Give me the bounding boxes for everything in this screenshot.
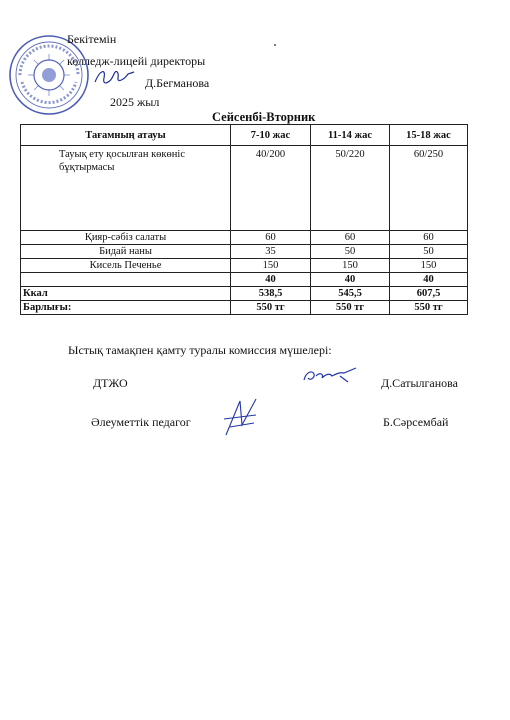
member-role: Әлеуметтік педагог [91, 415, 191, 429]
price-cell: 550 тг [311, 301, 390, 315]
ink-dot [274, 44, 276, 46]
portion-cell: 40 [231, 273, 311, 287]
portion-cell: 150 [390, 259, 468, 273]
table-header-row [21, 125, 468, 146]
member-name: Д.Сатылганова [381, 376, 459, 390]
table-row [21, 273, 468, 287]
table-row [21, 231, 468, 245]
column-header-age-15-18: 15-18 жас [390, 125, 468, 146]
portion-cell: 40 [390, 273, 468, 287]
member-role: ДТЖО [93, 376, 128, 390]
approval-heading: Бекітемін [67, 32, 117, 46]
column-header-age-7-10: 7-10 жас [231, 125, 311, 146]
dish-name: Тауық ету қосылған көкөніс бұқтырмасы [21, 146, 231, 231]
approval-block [10, 26, 270, 109]
dish-name: Кисель Печенье [21, 259, 231, 273]
column-header-dish: Тағамның атауы [21, 125, 231, 146]
kcal-cell: 607,5 [390, 287, 468, 301]
table-row [21, 146, 468, 231]
portion-cell: 50 [311, 245, 390, 259]
portion-cell: 60 [231, 231, 311, 245]
portion-cell: 60 [390, 231, 468, 245]
kcal-row [21, 287, 468, 301]
kcal-label: Ккал [21, 287, 231, 301]
portion-cell: 40/200 [231, 146, 311, 231]
approval-year: 2025 жыл [110, 95, 160, 109]
portion-cell: 150 [231, 259, 311, 273]
member-signature [220, 395, 260, 439]
dish-name [21, 273, 231, 287]
kcal-cell: 545,5 [311, 287, 390, 301]
portion-cell: 35 [231, 245, 311, 259]
member-signature [300, 364, 360, 386]
table-row [21, 259, 468, 273]
menu-day-title: Сейсенбі-Вторник [212, 110, 316, 124]
director-name: Д.Бегманова [145, 76, 210, 90]
price-cell: 550 тг [390, 301, 468, 315]
dish-name: Бидай наны [21, 245, 231, 259]
portion-cell: 150 [311, 259, 390, 273]
table-row [21, 245, 468, 259]
menu-table [20, 124, 468, 315]
portion-cell: 60 [311, 231, 390, 245]
price-cell: 550 тг [231, 301, 311, 315]
portion-cell: 50/220 [311, 146, 390, 231]
portion-cell: 40 [311, 273, 390, 287]
total-label: Барлығы: [21, 301, 231, 315]
portion-cell: 60/250 [390, 146, 468, 231]
approval-position: колледж-лицейі директоры [67, 54, 206, 68]
total-row [21, 301, 468, 315]
column-header-age-11-14: 11-14 жас [311, 125, 390, 146]
kcal-cell: 538,5 [231, 287, 311, 301]
dish-name: Қияр-сәбіз салаты [21, 231, 231, 245]
commission-heading: Ыстық тамақпен қамту туралы комиссия мүшелері: [68, 343, 332, 357]
portion-cell: 50 [390, 245, 468, 259]
member-name: Б.Сәрсембай [383, 415, 449, 429]
